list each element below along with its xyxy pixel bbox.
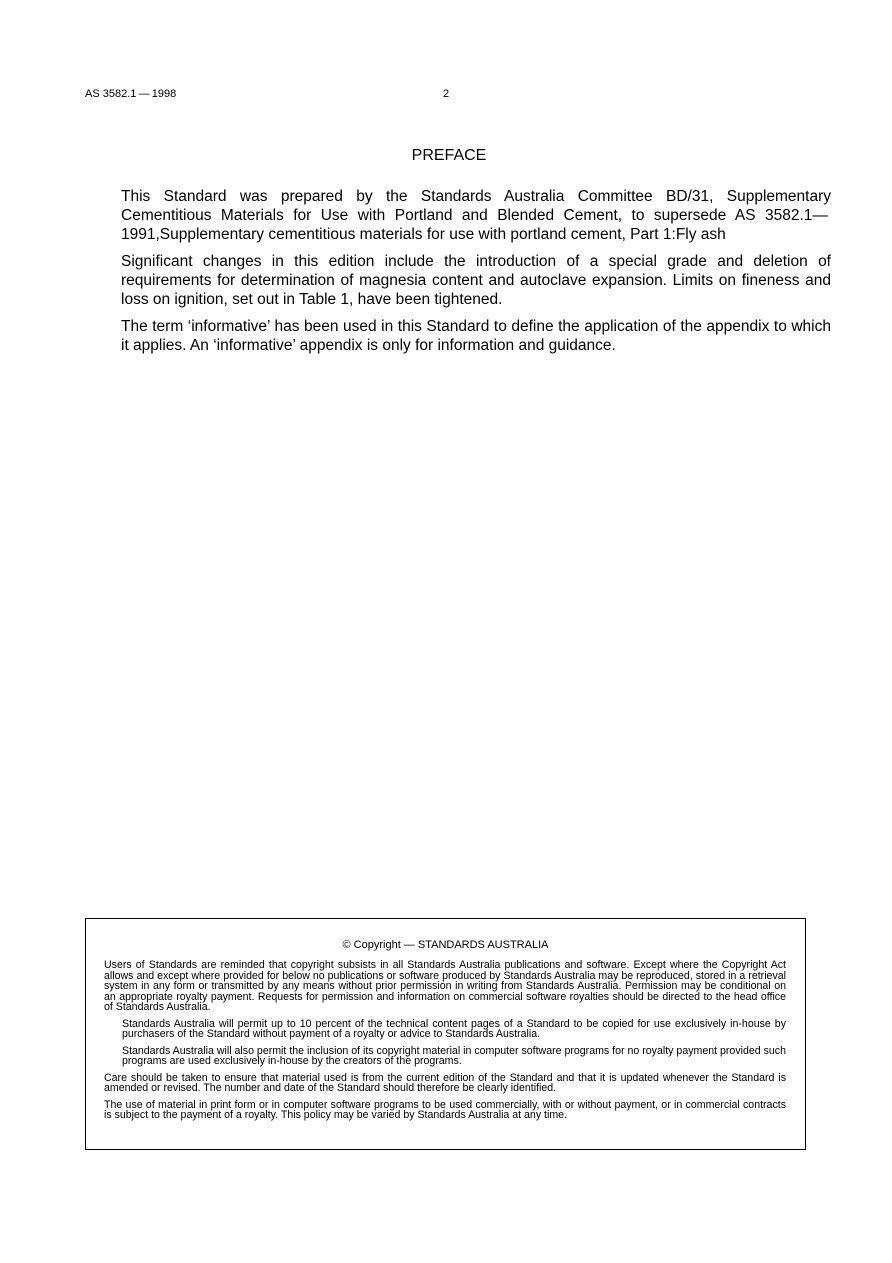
preface-paragraph: The term ‘informative’ has been used in this Standard to define the application of the appendix to which it applies. An ‘informative’ appendix is only for information and guidance. (121, 318, 831, 354)
copyright-title: © Copyright — STANDARDS AUSTRALIA (342, 939, 549, 951)
copyright-box (85, 918, 806, 1150)
copyright-paragraph: Standards Australia will permit up to 10 percent of the technical content pages of a Standard to be copied for use exclusively in-house by purchasers of the Standard without payment of a royalty or advice to Standards Australia. (122, 1017, 786, 1040)
copyright-paragraph: The use of material in print form or in computer software programs to be used commercially, with or without payment, or in commercial contracts is subject to the payment of a royalty. This policy may be varied by Standards Australia at any time. (104, 1098, 786, 1121)
preface-title: PREFACE (411, 147, 487, 164)
preface-body (121, 187, 831, 363)
copyright-paragraph: Standards Australia will also permit the inclusion of its copyright material in computer software programs for no royalty payment provided such programs are used exclusively in-house by the creators of the programs. (122, 1044, 786, 1067)
page-number: 2 (443, 88, 450, 100)
preface-paragraph: Significant changes in this edition include the introduction of a special grade and deletion of requirements for determination of magnesia content and autoclave expansion. Limits on fineness and loss on ignition, set out in Table 1, have been tightened. (121, 253, 831, 308)
header-standard-id: AS 3582.1 — 1998 (85, 88, 177, 100)
preface-paragraph: This Standard was prepared by the Standards Australia Committee BD/31, Supplementary Cementitious Materials for Use with Portland and Blended Cement, to supersede AS 3582.1— 1991,Supplementary cementitious materials for use with portland cement, Part 1:Fly ash (121, 188, 831, 243)
copyright-paragraph: Users of Standards are reminded that copyright subsists in all Standards Australia publications and software. Except where the Copyright Act allows and except where provided for below no publications or software produced by Standards Australia may be reproduced, stored in a retrieval system in any form or transmitted by any means without prior permission in writing from Standards Australia. Permission may be conditional on an appropriate royalty payment. Requests for permission and information on commercial software royalties should be directed to the head office of Standards Australia. (104, 959, 786, 1013)
copyright-body (104, 960, 786, 1127)
copyright-paragraph: Care should be taken to ensure that material used is from the current edition of the Standard and that it is updated whenever the Standard is amended or revised. The number and date of the Standard should therefore be clearly identified. (104, 1071, 786, 1094)
